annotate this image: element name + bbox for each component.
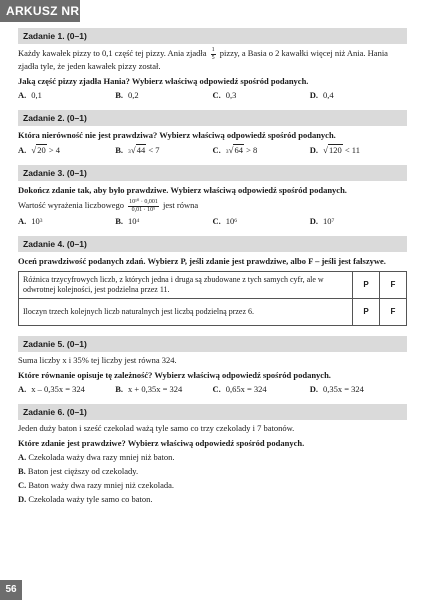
task-1-text-pre: Każdy kawałek pizzy to 0,1 część tej pizzy. Ania zjadła bbox=[18, 47, 207, 58]
task-1-option-c[interactable] bbox=[213, 90, 310, 100]
task-1-question: Jaką część pizzy zjadła Hania? Wybierz właściwą odpowiedź spośród podanych. bbox=[18, 76, 309, 86]
task-5-option-c[interactable] bbox=[213, 384, 310, 394]
task-1-option-b[interactable] bbox=[115, 90, 212, 100]
option-letter: C. bbox=[212, 90, 221, 100]
option-text: Baton jest cięższy od czekolady. bbox=[27, 466, 139, 476]
option-letter: D. bbox=[309, 216, 319, 226]
option-letter: C. bbox=[212, 144, 221, 155]
task-3-text-post: jest równa bbox=[162, 199, 199, 210]
option-text: Czekolada waży dwa razy mniej niż baton. bbox=[28, 452, 175, 462]
task-2-header: Zadanie 2. (0–1) bbox=[18, 110, 407, 126]
fraction-denominator: 5 bbox=[211, 54, 215, 61]
root-index: 3 bbox=[128, 149, 131, 155]
true-false-table bbox=[18, 271, 407, 326]
task-6-header: Zadanie 6. (0–1) bbox=[18, 404, 407, 420]
power-base: 10 bbox=[323, 216, 332, 226]
power-exponent: 4 bbox=[136, 218, 140, 224]
task-4-header: Zadanie 4. (0–1) bbox=[18, 236, 407, 252]
task-3-options bbox=[18, 216, 407, 226]
radicand: 64 bbox=[234, 145, 243, 155]
task-6-options bbox=[18, 452, 407, 505]
option-letter: B. bbox=[18, 466, 26, 476]
task-5-option-b[interactable] bbox=[115, 384, 212, 394]
inequality-rest: > 8 bbox=[246, 144, 258, 155]
true-choice[interactable]: P bbox=[353, 272, 380, 299]
root-expression bbox=[31, 144, 46, 155]
option-text: x – 0,35x = 324 bbox=[31, 384, 85, 394]
option-letter: B. bbox=[115, 384, 124, 394]
task-3-text-pre: Wartość wyrażenia liczbowego bbox=[18, 199, 124, 210]
task-1-option-d[interactable] bbox=[310, 90, 407, 100]
power-exponent: 7 bbox=[331, 218, 335, 224]
radicand: 120 bbox=[328, 145, 342, 155]
option-letter: D. bbox=[309, 90, 319, 100]
option-letter: B. bbox=[115, 216, 124, 226]
task-3-option-a[interactable] bbox=[18, 216, 115, 226]
task-6-option-b[interactable] bbox=[18, 466, 407, 477]
option-text: 0,4 bbox=[323, 90, 334, 100]
option-letter: A. bbox=[18, 384, 27, 394]
task-2-option-c[interactable] bbox=[213, 144, 310, 155]
task-3-option-d[interactable] bbox=[310, 216, 407, 226]
power-exponent: 3 bbox=[39, 218, 43, 224]
task-5-text: Suma liczby x i 35% tej liczby jest równa 324. bbox=[18, 355, 177, 365]
task-1-options bbox=[18, 90, 407, 100]
option-letter: C. bbox=[212, 384, 221, 394]
fraction-denominator: 0,01 · 10⁵ bbox=[131, 206, 156, 213]
task-2-options bbox=[18, 144, 407, 155]
false-choice[interactable]: F bbox=[380, 299, 407, 326]
radicand: 20 bbox=[37, 145, 46, 155]
task-1-header: Zadanie 1. (0–1) bbox=[18, 28, 407, 44]
inequality-rest: > 4 bbox=[48, 144, 61, 155]
radical-sign: √ bbox=[31, 145, 37, 155]
task-3-header: Zadanie 3. (0–1) bbox=[18, 165, 407, 181]
table-row bbox=[19, 299, 407, 326]
task-5-option-d[interactable] bbox=[310, 384, 407, 394]
option-letter: A. bbox=[18, 144, 27, 155]
task-5-question: Które równanie opisuje tę zależność? Wybierz właściwą odpowiedź spośród podanych. bbox=[18, 370, 331, 380]
inequality-rest: < 11 bbox=[344, 144, 360, 155]
task-6-option-c[interactable] bbox=[18, 480, 407, 491]
task-3-text bbox=[18, 199, 407, 213]
option-letter: B. bbox=[115, 90, 124, 100]
option-letter: A. bbox=[18, 90, 27, 100]
fraction-numerator: 10¹⁰ · 0,001 bbox=[129, 199, 158, 205]
sheet-tab: ARKUSZ NR 7 bbox=[0, 0, 80, 22]
radicand: 44 bbox=[136, 145, 146, 155]
task-2-option-a[interactable] bbox=[18, 144, 115, 155]
task-1-text-post: pizzy, a Basia o 2 kawałki więcej niż Ania. Hania zjadła tyle, że jeden kawałek pizzy został. bbox=[18, 47, 388, 71]
task-1-option-a[interactable] bbox=[18, 90, 115, 100]
root-index: 3 bbox=[225, 149, 229, 155]
task-6-question: Które zdanie jest prawdziwe? Wybierz właściwą odpowiedź spośród podanych. bbox=[18, 438, 305, 448]
page-number: 56 bbox=[0, 580, 22, 600]
option-letter: D. bbox=[18, 494, 27, 504]
option-letter: A. bbox=[18, 216, 27, 226]
task-6-text: Jeden duży baton i sześć czekolad ważą tyle samo co trzy czekolady i 7 batonów. bbox=[18, 423, 295, 433]
option-letter: D. bbox=[309, 384, 319, 394]
root-expression bbox=[323, 144, 343, 155]
task-1-fraction bbox=[211, 47, 216, 61]
option-text: Czekolada waży tyle samo co baton. bbox=[28, 494, 153, 504]
task-6-option-a[interactable] bbox=[18, 452, 407, 463]
task-3-question: Dokończ zdanie tak, aby było prawdziwe. Wybierz właściwą odpowiedź spośród podanych. bbox=[18, 185, 347, 195]
task-6-option-d[interactable] bbox=[18, 494, 407, 505]
radical-sign: √ bbox=[130, 145, 136, 155]
task-1-text bbox=[18, 47, 407, 72]
option-text: 0,65x = 324 bbox=[225, 384, 267, 394]
power-exponent: 6 bbox=[234, 218, 238, 224]
task-3-option-c[interactable] bbox=[213, 216, 310, 226]
statement-text: Różnica trzycyfrowych liczb, z których jedna i druga są zbudowane z tych samych cyfr, ale w odwrotnej kolejności, jest podzielna przez 11. bbox=[19, 272, 353, 299]
option-letter: C. bbox=[212, 216, 221, 226]
power-base: 10 bbox=[225, 216, 235, 226]
power-base: 10 bbox=[128, 216, 137, 226]
root-expression bbox=[128, 144, 146, 155]
task-5-header: Zadanie 5. (0–1) bbox=[18, 336, 407, 352]
task-3-fraction bbox=[128, 199, 159, 213]
power-base: 10 bbox=[31, 216, 40, 226]
option-text: 0,35x = 324 bbox=[323, 384, 364, 394]
page-content bbox=[18, 28, 407, 508]
task-3-option-b[interactable] bbox=[115, 216, 212, 226]
option-letter: B. bbox=[115, 144, 124, 155]
radical-sign: √ bbox=[228, 145, 234, 155]
option-text: 0,3 bbox=[225, 90, 237, 100]
task-2-question: Która nierówność nie jest prawdziwa? Wybierz właściwą odpowiedź spośród podanych. bbox=[18, 130, 336, 140]
option-text: Baton waży dwa razy mniej niż czekolada. bbox=[28, 480, 175, 490]
option-text: 0,2 bbox=[128, 90, 139, 100]
radical-sign: √ bbox=[323, 145, 328, 155]
table-row bbox=[19, 272, 407, 299]
statement-text: Iloczyn trzech kolejnych liczb naturalnych jest liczbą podzielną przez 6. bbox=[19, 299, 353, 326]
false-choice[interactable]: F bbox=[380, 272, 407, 299]
inequality-rest: < 7 bbox=[148, 144, 160, 155]
task-4-question: Oceń prawdziwość podanych zdań. Wybierz P, jeśli zdanie jest prawdziwe, albo F – jeśli jest fałszywe. bbox=[18, 256, 386, 266]
option-letter: C. bbox=[18, 480, 27, 490]
option-text: x + 0,35x = 324 bbox=[128, 384, 183, 394]
true-choice[interactable]: P bbox=[353, 299, 380, 326]
option-text: 0,1 bbox=[31, 90, 42, 100]
task-5-option-a[interactable] bbox=[18, 384, 115, 394]
task-5-options bbox=[18, 384, 407, 394]
option-letter: A. bbox=[18, 452, 27, 462]
option-letter: D. bbox=[309, 144, 319, 155]
task-2-option-d[interactable] bbox=[310, 144, 407, 155]
root-expression bbox=[226, 144, 244, 155]
task-2-option-b[interactable] bbox=[115, 144, 212, 155]
fraction-numerator: 1 bbox=[211, 47, 215, 53]
